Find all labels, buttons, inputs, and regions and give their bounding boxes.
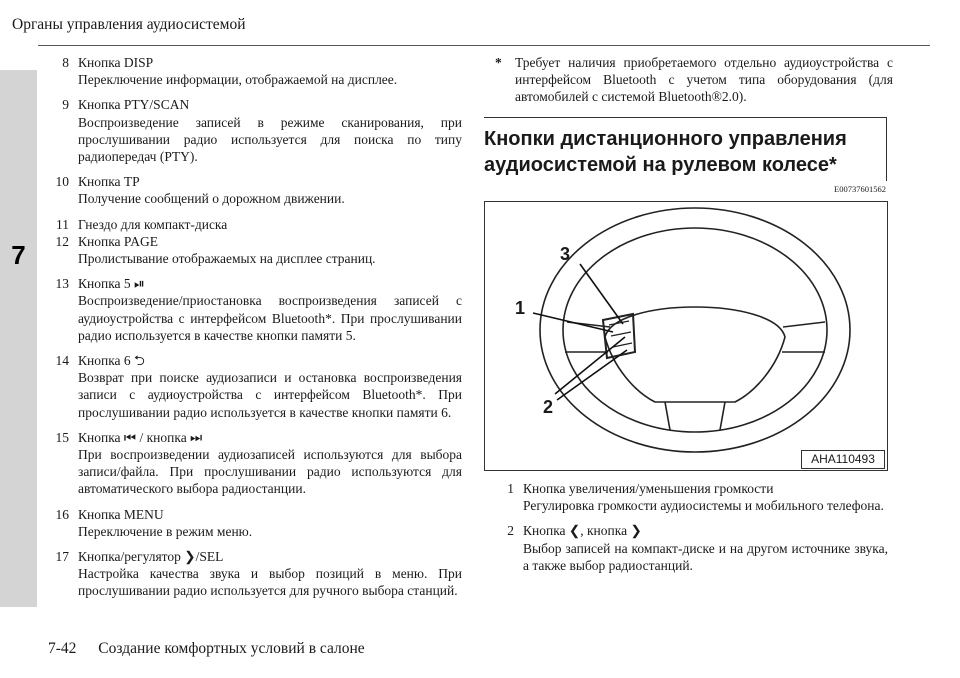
list-item [48, 275, 462, 344]
item-number: 9 [62, 97, 69, 113]
item-title: Кнопка MENU [78, 506, 164, 522]
item-description: Переключение информации, отображаемой на дисплее. [78, 72, 398, 88]
figure-code: E00737601562 [834, 184, 886, 194]
item-title: Кнопка TP [78, 174, 140, 190]
item-number: 16 [55, 506, 69, 522]
item-number: 10 [55, 174, 69, 190]
section-heading [484, 117, 887, 181]
footnote-asterisk: * [495, 55, 502, 70]
list-item [48, 429, 462, 498]
pointer-1 [533, 313, 613, 332]
left-column [48, 54, 462, 608]
item-description: Пролистывание отображаемых на дисплее страниц. [78, 251, 376, 267]
item-number: 11 [56, 216, 69, 232]
item-number: 15 [55, 429, 69, 445]
list-item [48, 173, 462, 207]
item-title: Кнопка PAGE [78, 233, 158, 249]
item-title: Кнопка/регулятор ❯/SEL [78, 549, 224, 565]
page-number: 7-42 [48, 640, 77, 657]
steering-wheel-illustration [485, 202, 887, 470]
item-title: Кнопка 6 ⮌ [78, 353, 145, 369]
running-header: Органы управления аудиосистемой [12, 16, 246, 33]
wheel-rim-outer [540, 208, 850, 452]
item-number: 17 [55, 549, 69, 565]
chapter-number: 7 [11, 240, 26, 270]
item-title: Кнопка увеличения/уменьшения громкости [523, 481, 774, 496]
pointer-2a [555, 337, 625, 394]
header-rule [38, 45, 930, 46]
item-description: При воспроизведении аудиозаписей используются для выбора записи/файла. При прослушивании радио используются для автоматического выбора радиостанции. [78, 447, 462, 497]
list-item [48, 233, 462, 267]
right-spoke [782, 322, 825, 352]
callout-1: 1 [515, 298, 526, 318]
item-title: Кнопка DISP [78, 55, 154, 70]
item-number: 8 [62, 55, 69, 70]
item-title: Кнопка PTY/SCAN [78, 97, 190, 113]
right-column-list [493, 480, 888, 582]
figure-id: AHA110493 [801, 450, 885, 469]
list-item [48, 548, 462, 600]
callout-3: 3 [560, 244, 571, 264]
item-title: Кнопка 5 ⏯ [78, 276, 145, 292]
item-number: 1 [507, 481, 514, 496]
item-description: Настройка качества звука и выбор позиций в меню. При прослушивании радио используется для ручного выбора станций. [78, 566, 462, 599]
footer-text: Создание комфортных условий в салоне [98, 640, 365, 657]
item-description: Воспроизведение/приостановка воспроизведения записей с аудиоустройства с интерфейсом Bluetooth*. При прослушивании радио используется в качестве кнопки памяти 5. [78, 293, 462, 343]
item-number: 13 [55, 276, 69, 292]
wheel-hub [605, 307, 785, 402]
footnote [493, 54, 893, 106]
list-item [48, 54, 462, 88]
callout-2: 2 [543, 397, 554, 417]
item-description: Регулировка громкости аудиосистемы и мобильного телефона. [523, 498, 884, 514]
list-item [493, 480, 888, 514]
list-item [48, 352, 462, 421]
chapter-tab [0, 70, 37, 607]
item-number: 14 [55, 353, 69, 369]
list-item [48, 96, 462, 165]
footnote-text: Требует наличия приобретаемого отдельно аудиоустройства с интерфейсом Bluetooth с учетом типа оборудования (для автомобилей с системой Bluetooth®2.0). [515, 55, 893, 105]
steering-wheel-figure [484, 201, 888, 471]
item-title: Гнездо для компакт-диска [78, 216, 228, 232]
footnote-block [493, 54, 893, 106]
page-footer [48, 640, 365, 658]
list-item [493, 522, 888, 574]
item-title: Кнопка ❮, кнопка ❯ [523, 523, 642, 539]
section-title-line2: аудиосистемой на рулевом колесе* [484, 154, 837, 176]
section-title-line1: Кнопки дистанционного управления [484, 128, 847, 150]
pointer-3 [580, 264, 623, 324]
item-description: Возврат при поиске аудиозаписи и остановка воспроизведения записи с аудиоустройства с интерфейсом Bluetooth*. При прослушивании радио используется в качестве кнопки памяти 6. [78, 370, 462, 420]
list-item [48, 506, 462, 540]
item-title: Кнопка ⏮ / кнопка ⏭ [78, 429, 203, 445]
list-item [48, 216, 462, 233]
item-description: Выбор записей на компакт-диске и на другом источнике звука, а также выбор радиостанций. [523, 540, 888, 573]
item-description: Воспроизведение записей в режиме сканирования, при прослушивании радио используется для поиска по типу радиопередач (PTY). [78, 114, 462, 165]
item-number: 12 [55, 233, 69, 249]
lower-spoke [665, 402, 725, 430]
item-number: 2 [507, 523, 514, 539]
item-description: Переключение в режим меню. [78, 523, 253, 539]
item-description: Получение сообщений о дорожном движении. [78, 191, 345, 207]
